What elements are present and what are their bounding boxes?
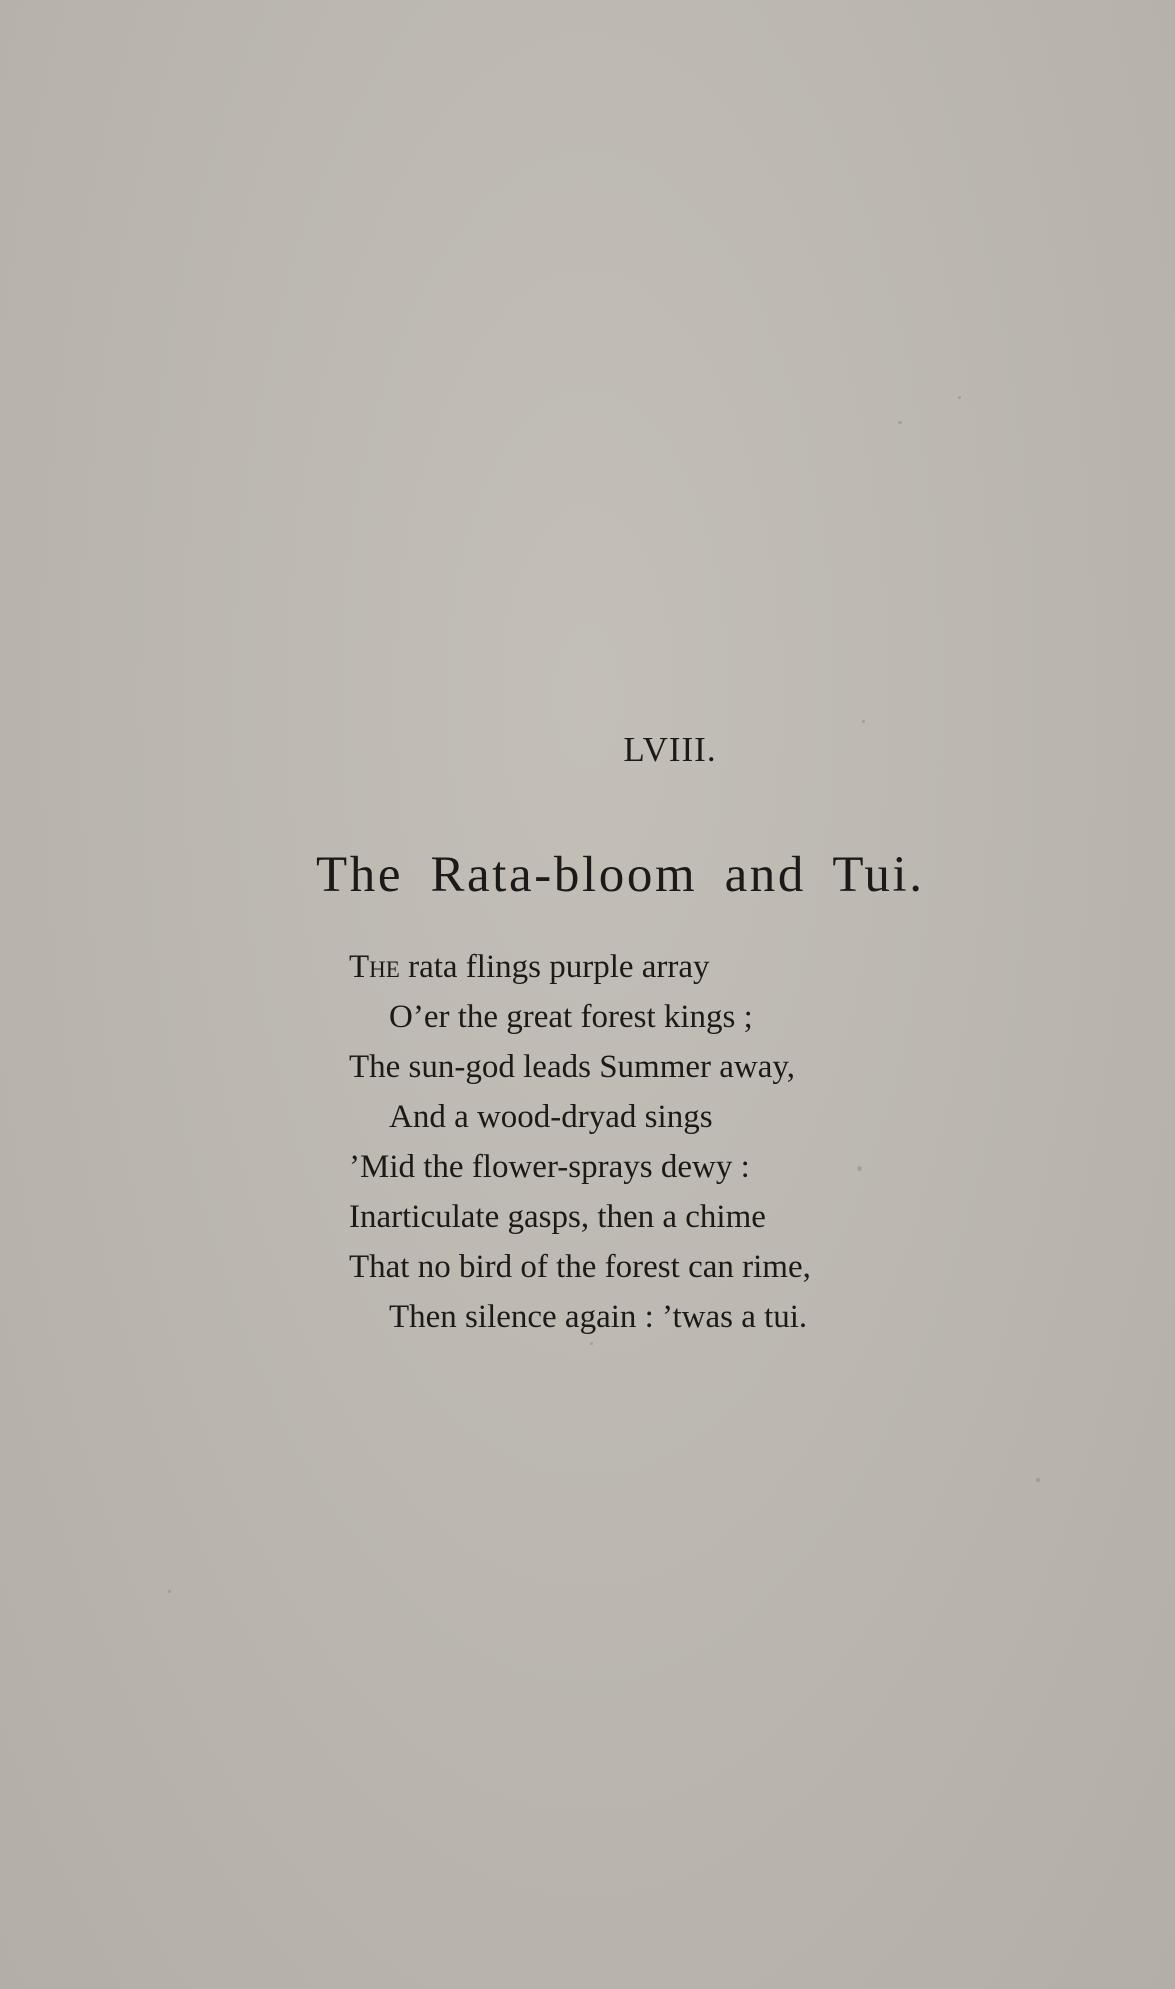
poem-body <box>349 942 1069 1342</box>
poem-first-word: The <box>349 949 400 985</box>
paper-speck <box>168 1590 171 1593</box>
poem-line-3: The sun-god leads Summer away, <box>349 1049 795 1085</box>
poem-title: The Rata-bloom and Tui. <box>316 847 925 903</box>
section-numeral: LVIII. <box>623 730 717 769</box>
poem-line-1 <box>349 942 1069 992</box>
poem-line-1-rest: rata flings purple array <box>399 949 710 985</box>
paper-speck <box>590 1342 593 1345</box>
paper-speck <box>898 421 902 424</box>
paper-speck <box>862 720 865 723</box>
paper-speck <box>857 1166 862 1171</box>
poem-line-2: O’er the great forest kings ; <box>389 999 753 1035</box>
paper-speck <box>958 396 961 399</box>
poem-line-5: ’Mid the flower-sprays dewy : <box>349 1149 750 1185</box>
poem-line-8: Then silence again : ’twas a tui. <box>389 1299 808 1335</box>
poem-line-4: And a wood-dryad sings <box>389 1099 713 1135</box>
poem-line-7: That no bird of the forest can rime, <box>349 1249 811 1285</box>
poem-line-6: Inarticulate gasps, then a chime <box>349 1199 766 1235</box>
paper-speck <box>1036 1478 1040 1482</box>
